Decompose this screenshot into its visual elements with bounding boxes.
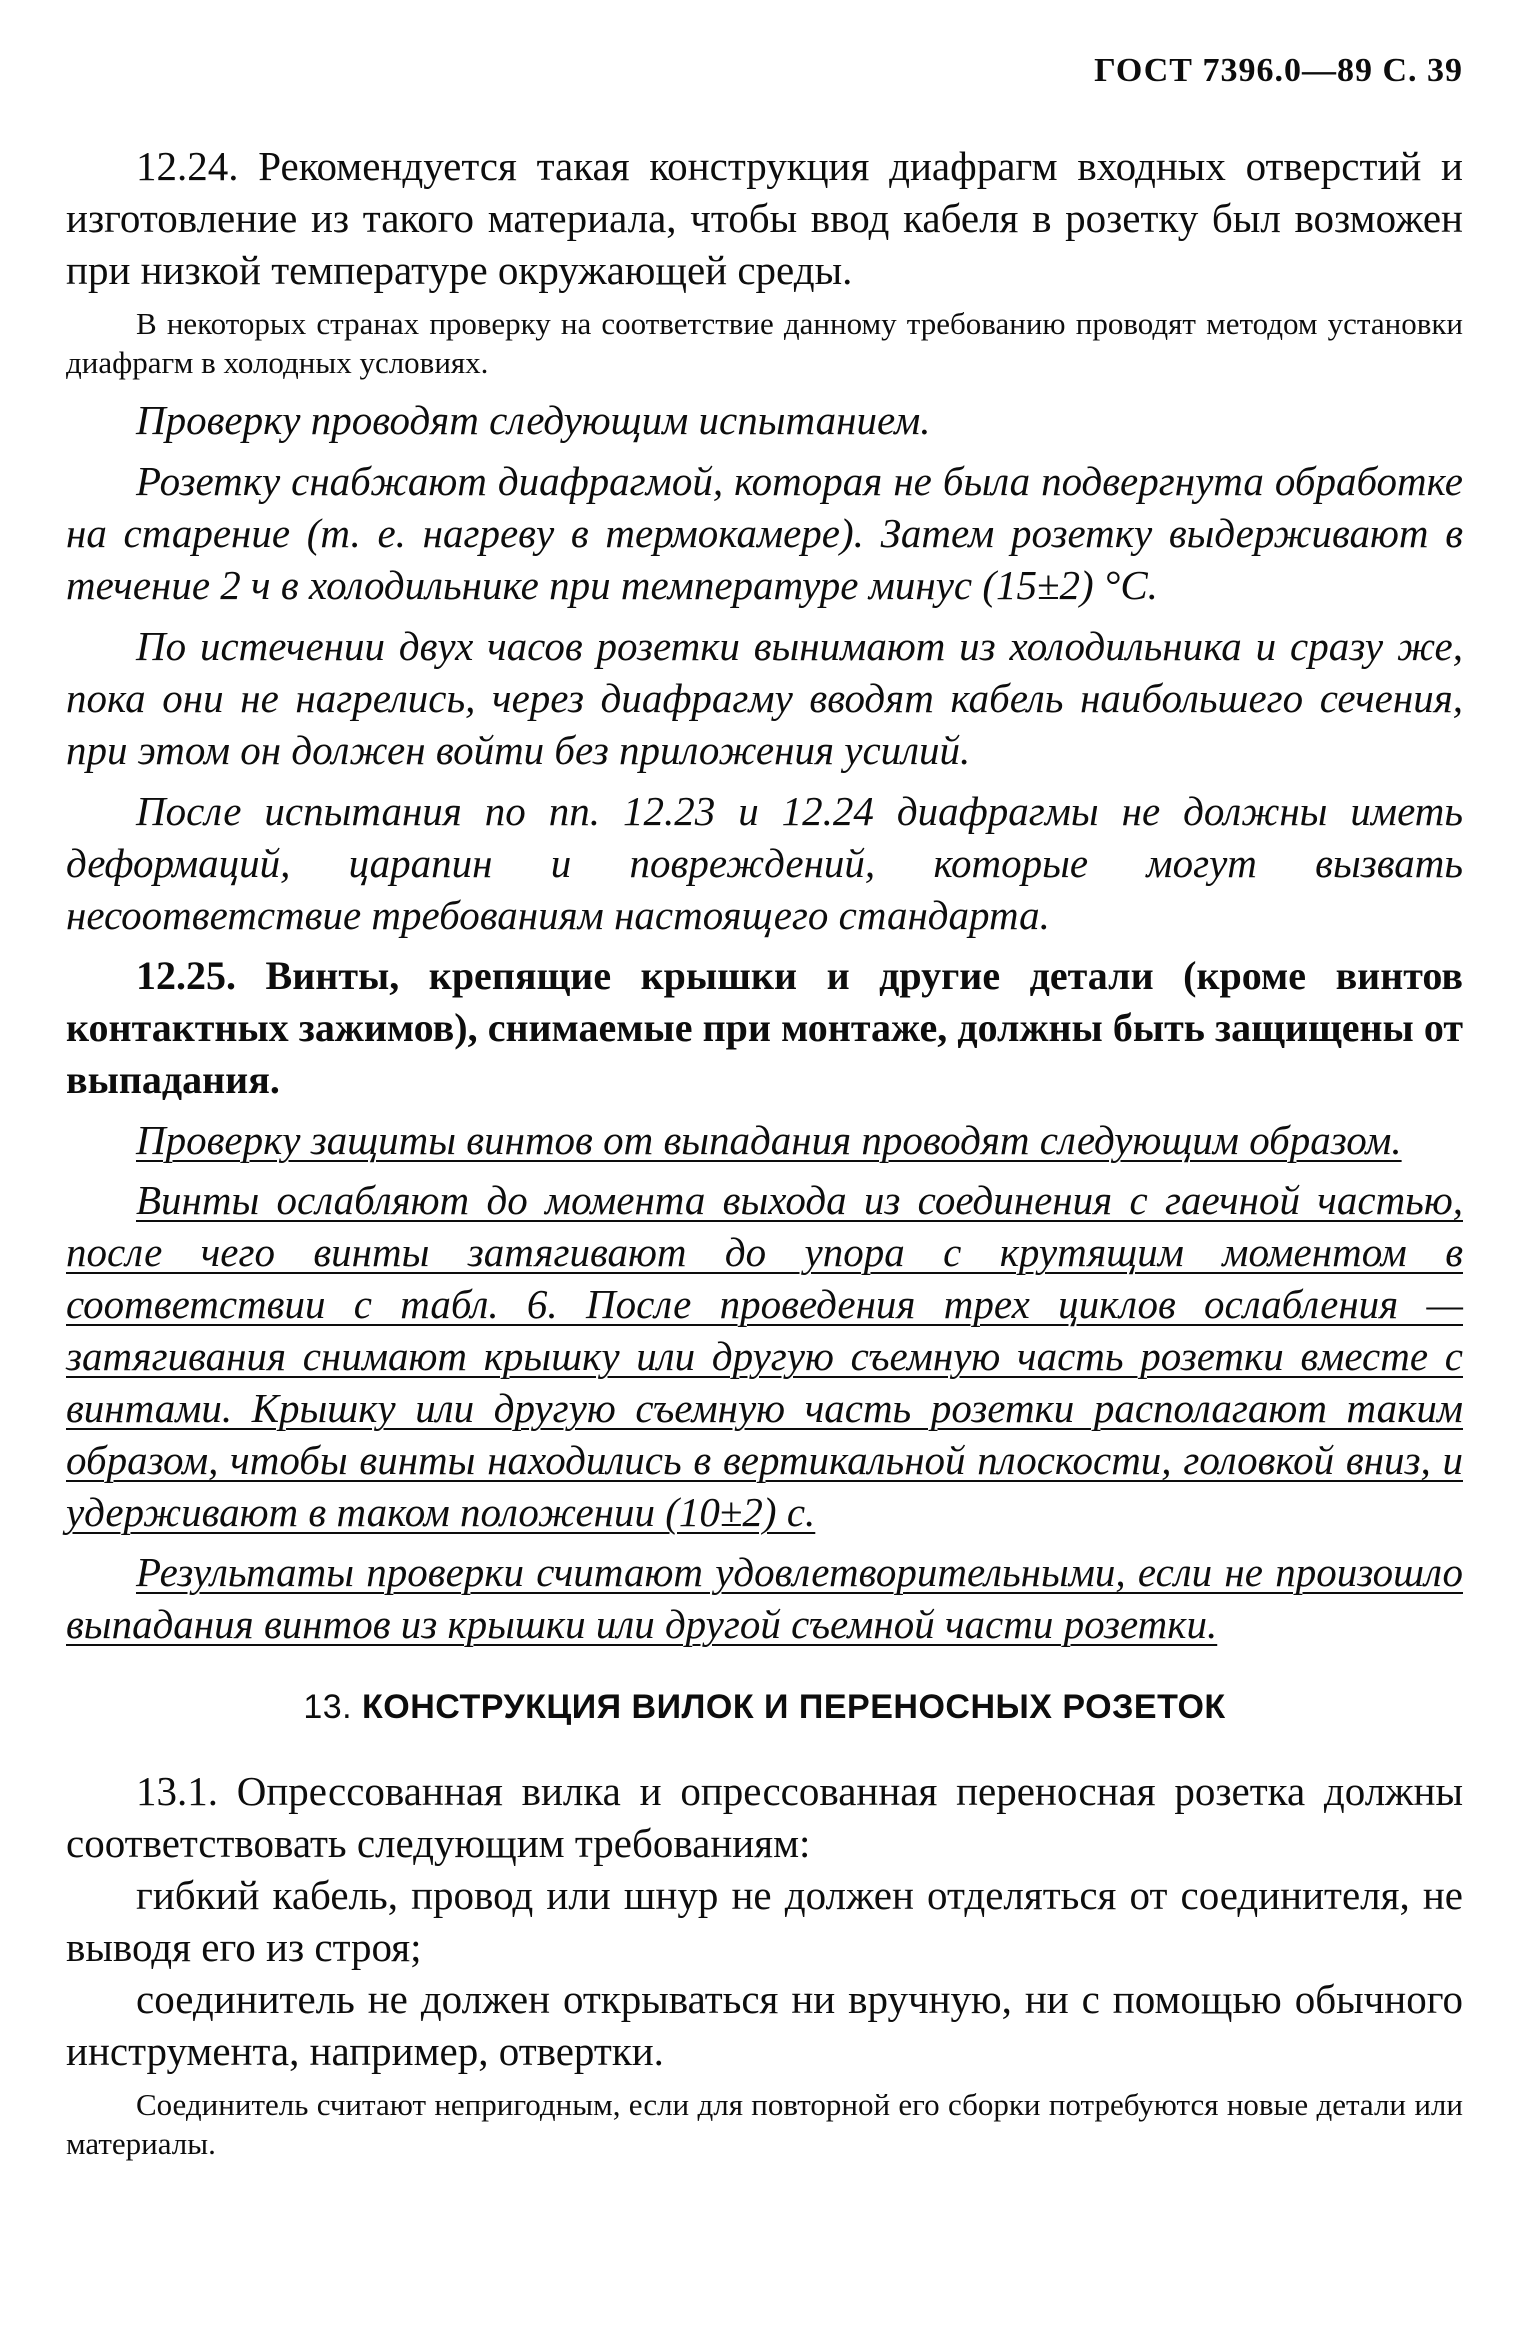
clause-12-24-test-p3: После испытания по пп. 12.23 и 12.24 диафрагмы не должны иметь деформаций, царапин и повреждений, которые могут вызвать несоответствие требованиям настоящего стандарта. [66, 788, 1463, 938]
clause-13-1-requirement-1: гибкий кабель, провод или шнур не должен отделяться от соединителя, не выводя его из строя; [66, 1872, 1463, 1970]
section-13-title: КОНСТРУКЦИЯ ВИЛОК И ПЕРЕНОСНЫХ РОЗЕТОК [362, 1688, 1226, 1726]
clause-12-24-test-intro: Проверку проводят следующим испытанием. [136, 397, 931, 443]
clause-12-25-test-p1: Винты ослабляют до момента выхода из соединения с гаечной частью, после чего винты затягивают до упора с крутящим моментом в соответствии с табл. 6. После проведения трех циклов ослабления — затягивания снимают крышку или другую съемную часть розетки вместе с винтами. Крышку или другую съемную часть розетки располагают таким образом, чтобы винты находились в вертикальной плоскости, головкой вниз, и удерживают в таком положении (10±2) с. [66, 1177, 1463, 1535]
section-13-heading [66, 1688, 1463, 1727]
clause-12-24-test-p2: По истечении двух часов розетки вынимают из холодильника и сразу же, пока они не нагрелись, через диафрагму вводят кабель наибольшего сечения, при этом он должен войти без приложения усилий. [66, 623, 1463, 773]
clause-13-1-requirement-2: соединитель не должен открываться ни вручную, ни с помощью обычного инструмента, например, отвертки. [66, 1976, 1463, 2074]
clause-12-24: 12.24. Рекомендуется такая конструкция диафрагм входных отверстий и изготовление из такого материала, чтобы ввод кабеля в розетку был возможен при низкой температуре окружающей среды. [66, 143, 1463, 293]
clause-12-24-test-p1: Розетку снабжают диафрагмой, которая не была подвергнута обработке на старение (т. е. нагреву в термокамере). Затем розетку выдерживают в течение 2 ч в холодильнике при температуре минус (15±2) °С. [66, 458, 1463, 608]
clause-13-1-note: Соединитель считают непригодным, если для повторной его сборки потребуются новые детали или материалы. [66, 2087, 1463, 2161]
clause-13-1: 13.1. Опрессованная вилка и опрессованная переносная розетка должны соответствовать следующим требованиям: [66, 1768, 1463, 1866]
clause-12-25: 12.25. Винты, крепящие крышки и другие детали (кроме винтов контактных зажимов), снимаемые при монтаже, должны быть защищены от выпадания. [66, 953, 1463, 1102]
page-content [66, 140, 1463, 2175]
section-13-number: 13. [303, 1688, 353, 1726]
page-header: ГОСТ 7396.0—89 С. 39 [1094, 52, 1463, 89]
clause-12-25-test-p2: Результаты проверки считают удовлетворительными, если не произошло выпадания винтов из крышки или другой съемной части розетки. [66, 1549, 1463, 1647]
clause-12-24-note: В некоторых странах проверку на соответствие данному требованию проводят методом установки диафрагм в холодных условиях. [66, 306, 1463, 380]
clause-12-25-test-intro: Проверку защиты винтов от выпадания проводят следующим образом. [136, 1117, 1402, 1163]
